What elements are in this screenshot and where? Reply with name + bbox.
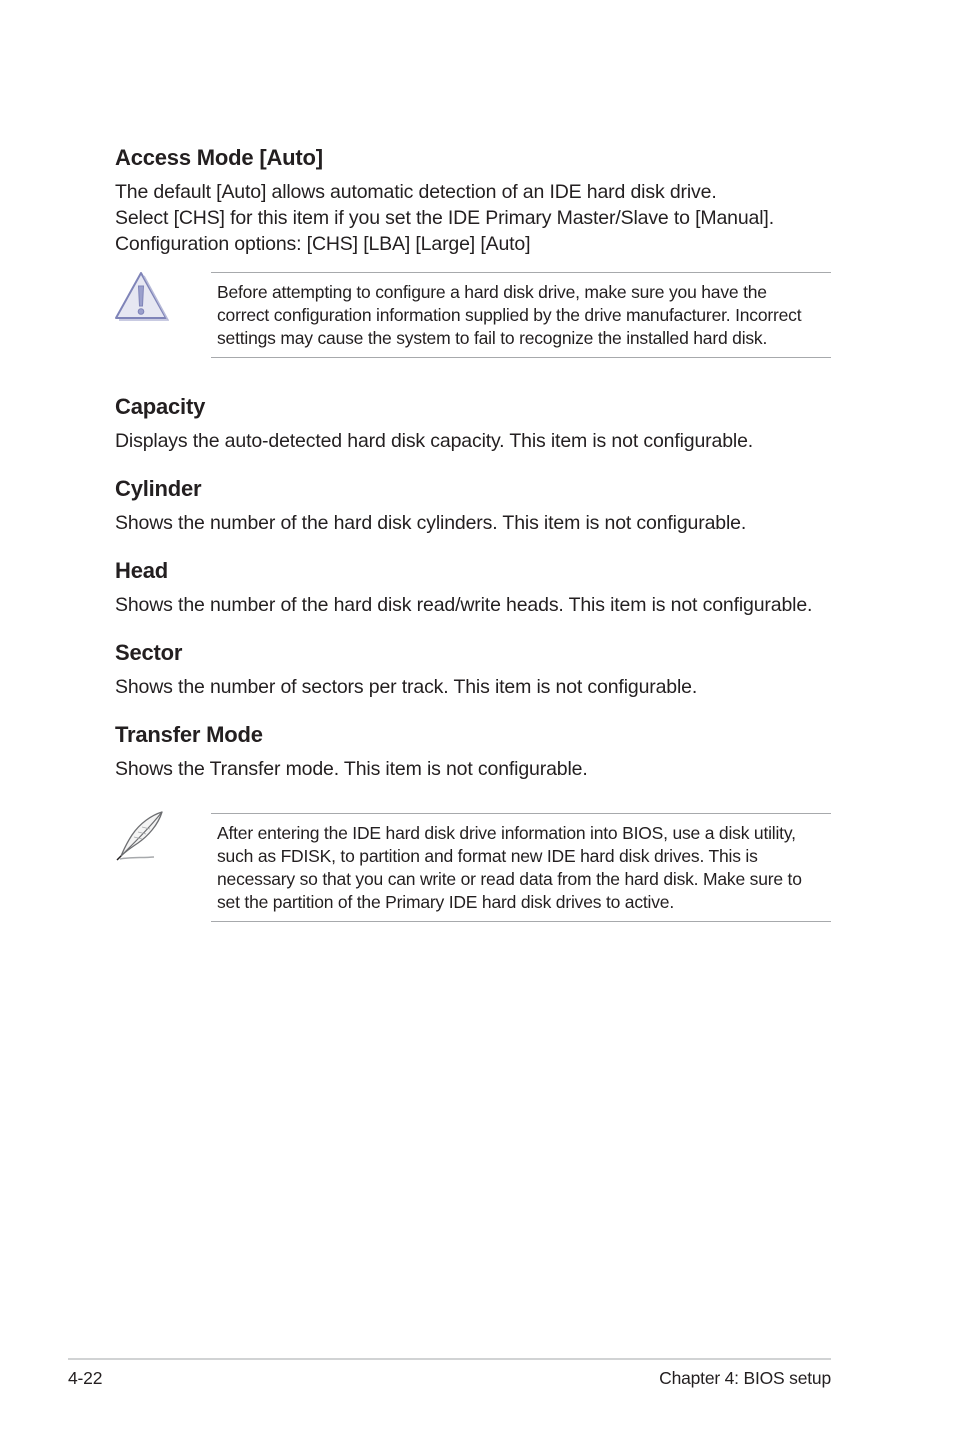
note-line-3: necessary so that you can write or read data from the hard disk. Make sure to <box>217 869 802 889</box>
warning-triangle-icon <box>113 269 169 323</box>
cylinder-heading: Cylinder <box>115 476 202 501</box>
capacity-description: Displays the auto-detected hard disk capacity. This item is not configurable. <box>115 430 754 452</box>
access-mode-line-2: Select [CHS] for this item if you set the IDE Primary Master/Slave to [Manual]. <box>115 207 774 229</box>
note-line-2: such as FDISK, to partition and format new IDE hard disk drives. This is <box>217 846 758 866</box>
note-line-1: After entering the IDE hard disk drive information into BIOS, use a disk utility, <box>217 823 796 843</box>
caution-text <box>211 273 831 350</box>
note-line-4: set the partition of the Primary IDE hard disk drives to active. <box>217 892 674 912</box>
caution-line-1: Before attempting to configure a hard disk drive, make sure you have the <box>217 282 767 302</box>
cylinder-description: Shows the number of the hard disk cylinders. This item is not configurable. <box>115 512 747 534</box>
footer-divider <box>68 1358 831 1360</box>
head-heading: Head <box>115 558 168 583</box>
access-mode-line-1: The default [Auto] allows automatic detection of an IDE hard disk drive. <box>115 181 717 203</box>
quill-pen-icon <box>112 809 168 863</box>
access-mode-description <box>115 179 774 257</box>
sector-heading: Sector <box>115 640 183 665</box>
transfer-mode-heading: Transfer Mode <box>115 722 263 747</box>
caution-line-2: correct configuration information supplied by the drive manufacturer. Incorrect <box>217 305 802 325</box>
transfer-mode-description: Shows the Transfer mode. This item is not configurable. <box>115 758 588 780</box>
chapter-title: Chapter 4: BIOS setup <box>659 1368 831 1388</box>
caution-callout <box>211 272 831 358</box>
sector-description: Shows the number of sectors per track. This item is not configurable. <box>115 676 698 698</box>
page-number: 4-22 <box>68 1368 103 1388</box>
note-text <box>211 814 831 914</box>
caution-line-3: settings may cause the system to fail to recognize the installed hard disk. <box>217 328 768 348</box>
note-callout <box>211 813 831 922</box>
access-mode-line-3: Configuration options: [CHS] [LBA] [Large] [Auto] <box>115 233 531 255</box>
access-mode-heading: Access Mode [Auto] <box>115 145 323 170</box>
capacity-heading: Capacity <box>115 394 206 419</box>
head-description: Shows the number of the hard disk read/write heads. This item is not configurable. <box>115 594 813 616</box>
